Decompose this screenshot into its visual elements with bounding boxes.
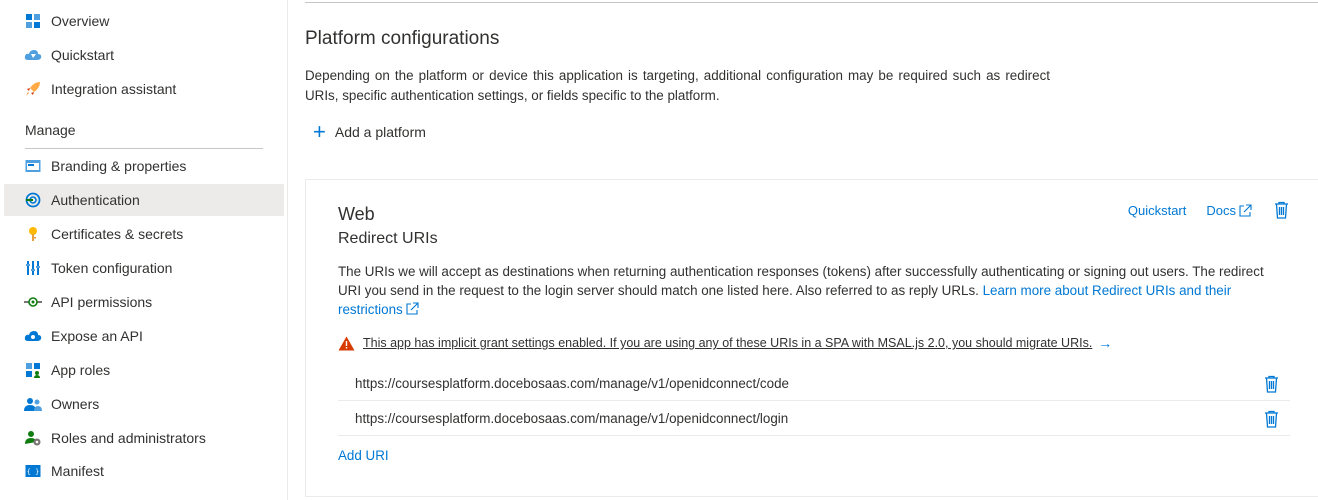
delete-uri-button[interactable] (1262, 409, 1280, 429)
sidebar-item-label: Expose an API (51, 328, 143, 344)
api-permissions-icon (24, 293, 42, 311)
owners-icon (24, 395, 42, 413)
sidebar-item-integration-assistant[interactable] (4, 73, 284, 105)
warning-icon (338, 336, 355, 351)
quickstart-cloud-icon (24, 46, 42, 64)
card-actions (1128, 200, 1290, 220)
sidebar-item-api-permissions[interactable] (4, 286, 284, 318)
top-divider (305, 2, 1318, 3)
web-platform-card (305, 179, 1318, 497)
page-title: Platform configurations (305, 28, 500, 49)
token-bars-icon (24, 259, 42, 277)
sidebar-item-branding[interactable] (4, 150, 284, 182)
add-uri-link[interactable]: Add URI (338, 448, 389, 463)
sidebar-item-owners[interactable] (4, 388, 284, 420)
app-roles-icon (24, 361, 42, 379)
platform-description: Depending on the platform or device this application is targeting, additional configuration may be required such as redirect URIs, specific authentication settings, or fields specific to the platform. (305, 68, 1050, 103)
trash-icon (1264, 410, 1279, 428)
sidebar-item-token-configuration[interactable] (4, 252, 284, 284)
redirect-uris-description-text: The URIs we will accept as destinations when returning authentication responses (tokens) after successfully authenticating or signing out users. The redirect URI you send in the request to the login server should match one listed here. Also referred to as reply URLs. (338, 264, 1264, 298)
sidebar-item-overview[interactable] (4, 5, 284, 37)
redirect-uris-heading: Redirect URIs (338, 230, 438, 247)
uri-row (338, 402, 1290, 436)
sidebar-item-label: Certificates & secrets (51, 226, 184, 242)
docs-link[interactable] (1206, 203, 1252, 218)
sidebar-item-app-roles[interactable] (4, 354, 284, 386)
authentication-icon (24, 191, 42, 209)
sidebar-item-label: Token configuration (51, 260, 173, 276)
branding-icon (24, 157, 42, 175)
sidebar-item-label: Manifest (51, 463, 104, 479)
sidebar-item-quickstart[interactable] (4, 39, 284, 71)
warning-link[interactable]: This app has implicit grant settings enabled. If you are using any of these URIs in a SPA with MSAL.js 2.0, you should migrate URIs. (363, 336, 1093, 350)
add-platform-button[interactable] (313, 121, 426, 143)
sidebar (0, 0, 288, 500)
external-link-icon (406, 302, 419, 315)
quickstart-link[interactable]: Quickstart (1127, 202, 1187, 218)
add-platform-label: Add a platform (334, 124, 426, 140)
delete-platform-button[interactable] (1272, 200, 1290, 220)
card-title: Web (338, 204, 375, 224)
delete-uri-button[interactable] (1262, 374, 1280, 394)
uri-value: https://coursesplatform.docebosaas.com/manage/v1/openidconnect/code (355, 376, 789, 391)
plus-icon: + (313, 119, 326, 144)
sidebar-item-label: Owners (51, 396, 100, 412)
uri-value: https://coursesplatform.docebosaas.com/manage/v1/openidconnect/login (355, 411, 789, 426)
sidebar-item-label: Branding & properties (51, 158, 187, 174)
svg-text:{ }: { } (26, 468, 40, 476)
rocket-icon (24, 80, 42, 98)
sidebar-item-label: Overview (51, 13, 110, 29)
sidebar-item-label: Quickstart (51, 47, 115, 63)
uri-row (338, 367, 1290, 401)
expose-api-cloud-icon (24, 327, 42, 345)
sidebar-item-authentication[interactable] (4, 184, 284, 216)
sidebar-item-manifest[interactable] (4, 455, 284, 487)
docs-label: Docs (1206, 202, 1236, 218)
sidebar-item-label: Roles and administrators (51, 430, 206, 446)
trash-icon (1274, 201, 1289, 219)
trash-icon (1264, 375, 1279, 393)
external-link-icon (1239, 204, 1252, 217)
sidebar-item-label: API permissions (51, 294, 153, 310)
sidebar-item-label: Authentication (51, 192, 140, 208)
arrow-right-icon[interactable]: → (1098, 335, 1113, 351)
sidebar-item-certificates[interactable] (4, 218, 284, 250)
manifest-icon (24, 462, 42, 480)
sidebar-item-expose-api[interactable] (4, 320, 284, 352)
manage-section-label: Manage (25, 122, 76, 138)
sidebar-item-label: App roles (51, 362, 111, 378)
sidebar-item-roles-administrators[interactable] (4, 422, 284, 454)
learn-more-label: Learn more about Redirect URIs and their restrictions (338, 283, 1232, 317)
overview-grid-icon (24, 12, 42, 30)
redirect-uris-description (338, 262, 1286, 319)
roles-admin-icon (24, 429, 42, 447)
key-icon (24, 225, 42, 243)
sidebar-item-label: Integration assistant (51, 81, 177, 97)
section-divider (25, 148, 263, 149)
implicit-grant-warning (338, 335, 1112, 351)
main-content (305, 0, 1318, 500)
